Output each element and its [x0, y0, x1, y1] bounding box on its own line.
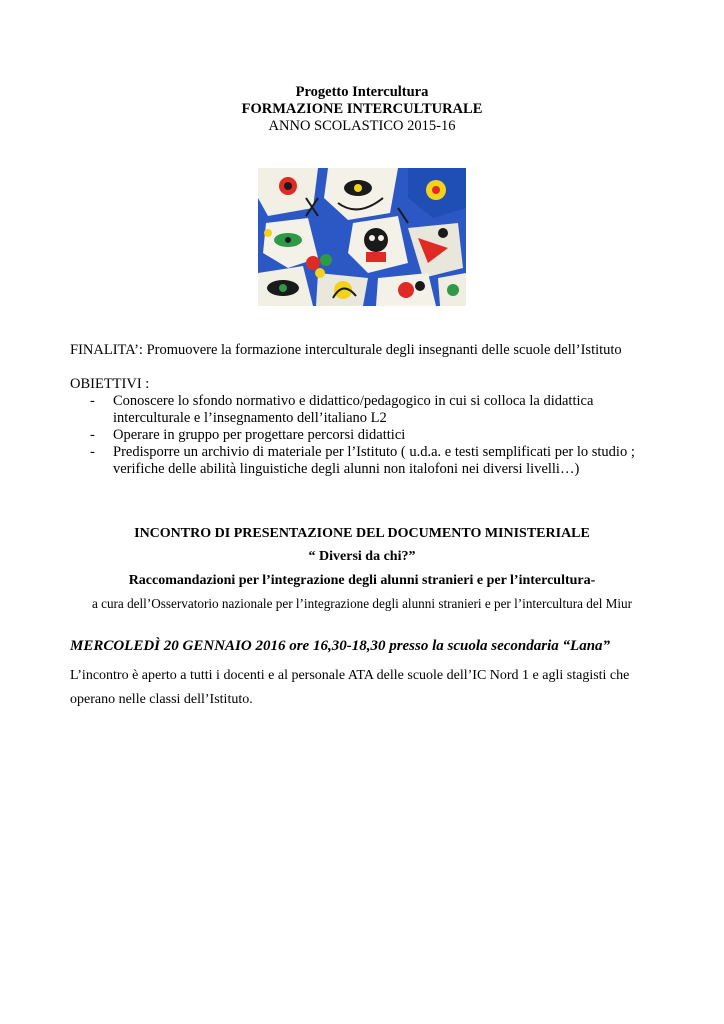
- list-item: [70, 444, 670, 478]
- list-item: [70, 427, 670, 444]
- event-title: INCONTRO DI PRESENTAZIONE DEL DOCUMENTO MINISTERIALE: [134, 526, 590, 541]
- school-year: ANNO SCOLASTICO 2015-16: [268, 118, 456, 134]
- obiettivi-title: OBIETTIVI :: [70, 376, 150, 392]
- audience-note: L’incontro è aperto a tutti i docenti e al personale ATA delle scuole dell’IC Nord 1 e agli stagisti che operano nelle classi dell’Istituto.: [70, 668, 630, 707]
- document-title: “ Diversi da chi?”: [308, 549, 416, 564]
- list-item-text: verifiche delle abilità linguistiche degli alunni non italofoni nei diversi livelli…): [113, 461, 580, 477]
- list-item-text: Conoscere lo sfondo normativo e didattico/pedagogico in cui si colloca la didattica: [113, 393, 594, 409]
- document-header: [0, 84, 724, 135]
- training-title: FORMAZIONE INTERCULTURALE: [241, 101, 483, 117]
- list-item: [70, 393, 670, 427]
- list-item-text: interculturale e l’insegnamento dell’italiano L2: [113, 410, 387, 426]
- list-item-text: Operare in gruppo per progettare percorsi didattici: [113, 427, 406, 443]
- miro-style-painting: [258, 168, 466, 306]
- obiettivi-list: [70, 393, 670, 478]
- obiettivi-section: [70, 376, 670, 478]
- list-dash: -: [90, 444, 95, 460]
- list-dash: -: [90, 393, 95, 409]
- event-date: MERCOLEDÌ 20 GENNAIO 2016 ore 16,30-18,30 presso la scuola secondaria “Lana”: [70, 638, 611, 654]
- finalita-paragraph: FINALITA’: Promuovere la formazione interculturale degli insegnanti delle scuole dell’Istituto: [70, 342, 622, 358]
- list-item-text: Predisporre un archivio di materiale per l’Istituto ( u.d.a. e testi semplificati per lo studio ;: [113, 444, 635, 460]
- list-dash: -: [90, 427, 95, 443]
- document-subtitle: Raccomandazioni per l’integrazione degli alunni stranieri e per l’intercultura-: [128, 573, 596, 588]
- document-author: a cura dell’Osservatorio nazionale per l’integrazione degli alunni stranieri e per l’intercultura del Miur: [91, 596, 633, 611]
- project-title: Progetto Intercultura: [295, 84, 429, 100]
